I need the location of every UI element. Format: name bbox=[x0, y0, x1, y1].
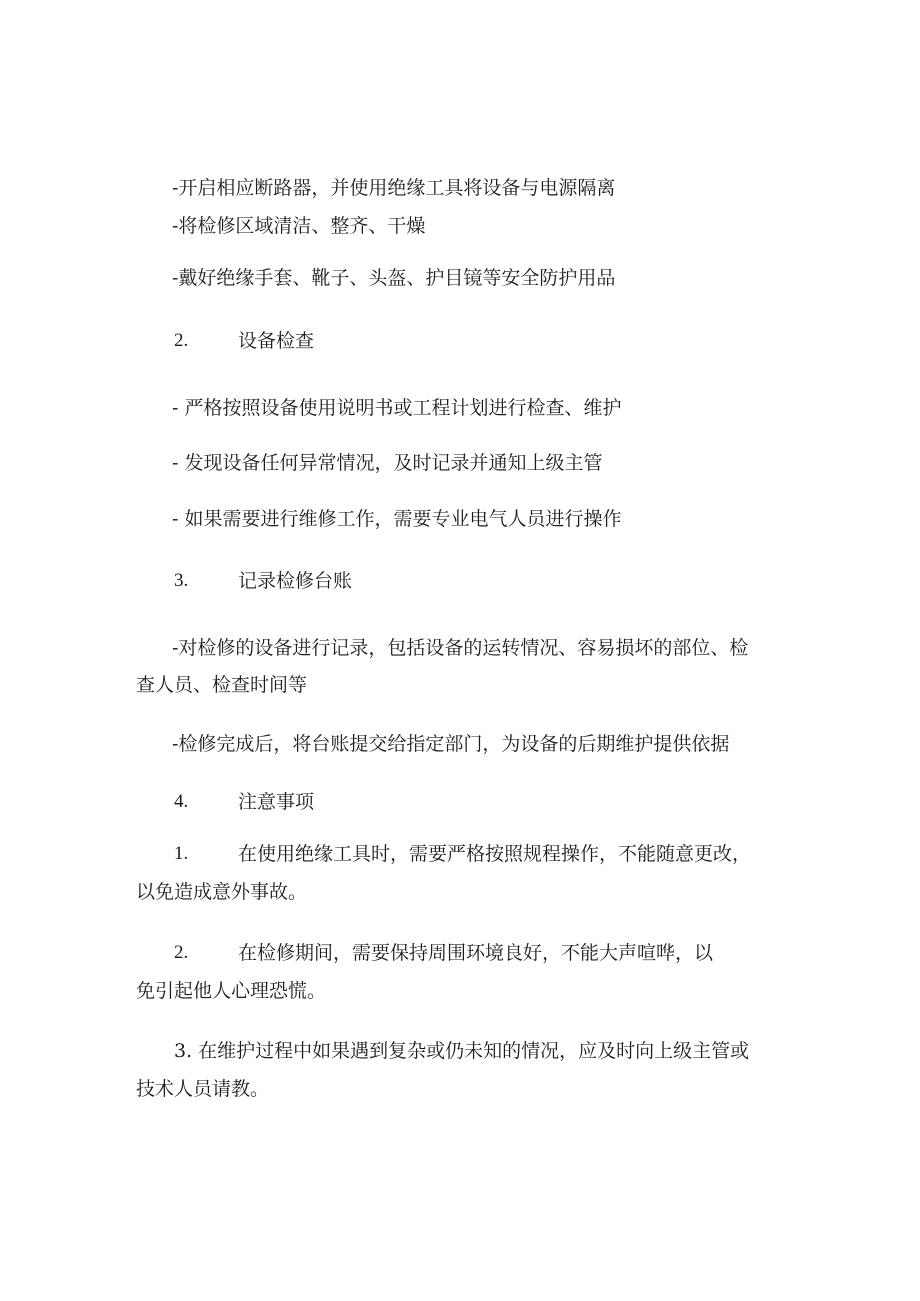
section-3-title: 记录检修台账 bbox=[238, 570, 353, 592]
note-1-line-1: 在使用绝缘工具时，需要严格按照规程操作，不能随意更改， bbox=[238, 843, 752, 865]
prep-line-2: -将检修区域清洁、整齐、干燥 bbox=[172, 215, 426, 237]
section-2-title: 设备检查 bbox=[238, 330, 315, 352]
section-2-bullet-2: - 发现设备任何异常情况，及时记录并通知上级主管 bbox=[172, 452, 603, 474]
section-3-bullet-1-line-1: -对检修的设备进行记录，包括设备的运转情况、容易损坏的部位、检 bbox=[172, 637, 749, 659]
section-2-bullet-3: - 如果需要进行维修工作，需要专业电气人员进行操作 bbox=[172, 508, 622, 530]
section-2-number: 2. bbox=[174, 330, 189, 351]
section-4-title: 注意事项 bbox=[238, 791, 315, 813]
section-2-bullet-1: - 严格按照设备使用说明书或工程计划进行检查、维护 bbox=[172, 397, 622, 419]
note-3-line-2: 技术人员请教。 bbox=[136, 1078, 270, 1100]
note-1-line-2: 以免造成意外事故。 bbox=[136, 881, 308, 903]
note-2-line-1: 在检修期间，需要保持周围环境良好，不能大声喧哗，以 bbox=[238, 942, 714, 964]
section-3-number: 3. bbox=[174, 570, 189, 591]
section-3-bullet-1-line-2: 查人员、检查时间等 bbox=[136, 674, 308, 696]
note-1-number: 1. bbox=[174, 843, 189, 864]
note-2-line-2: 免引起他人心理恐慌。 bbox=[136, 980, 327, 1002]
note-2-number: 2. bbox=[174, 942, 189, 963]
prep-line-3: -戴好绝缘手套、靴子、头盔、护目镜等安全防护用品 bbox=[172, 267, 616, 289]
prep-line-1: -开启相应断路器，并使用绝缘工具将设备与电源隔离 bbox=[172, 177, 616, 199]
section-3-bullet-2: -检修完成后，将台账提交给指定部门，为设备的后期维护提供依据 bbox=[172, 733, 730, 755]
section-4-number: 4. bbox=[174, 791, 189, 812]
note-3-line-1: 3. 在维护过程中如果遇到复杂或仍未知的情况，应及时向上级主管或 bbox=[174, 1040, 750, 1062]
